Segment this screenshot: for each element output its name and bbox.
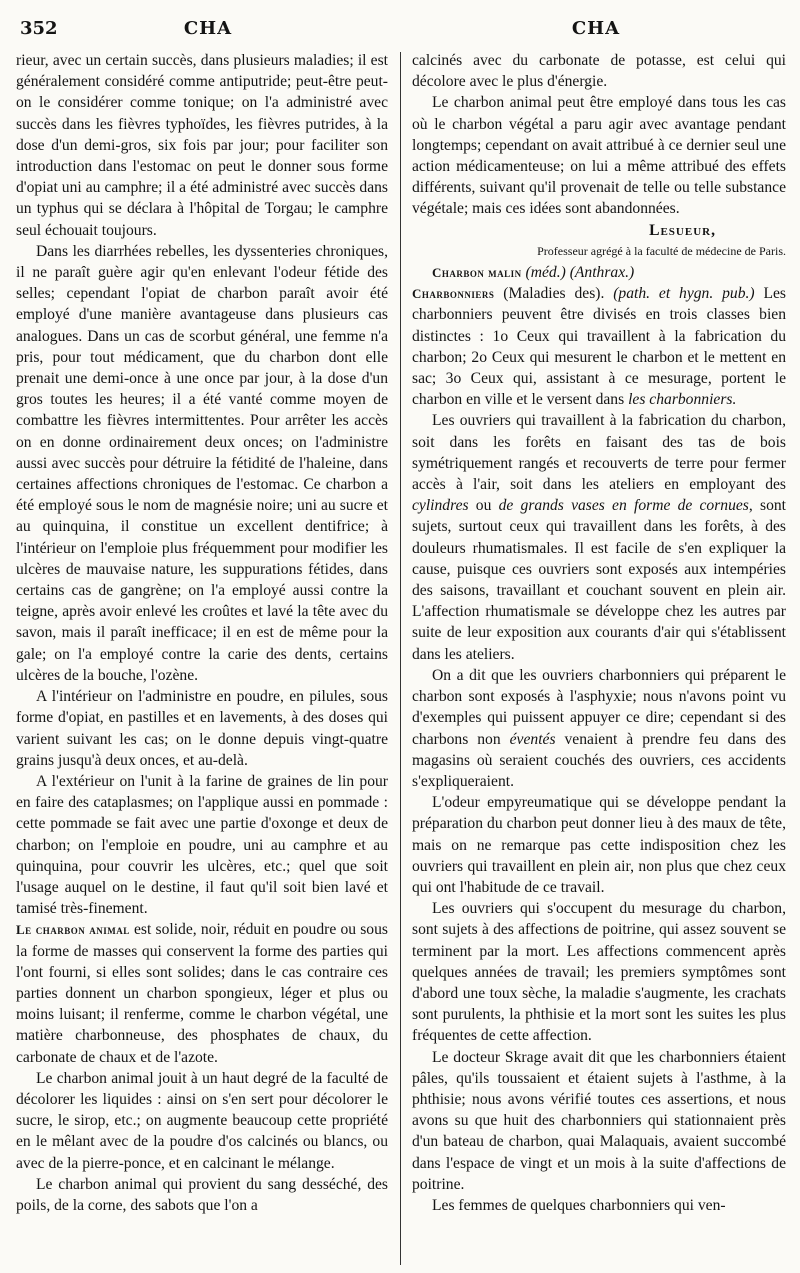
paragraph: Le docteur Skrage avait dit que les charbonniers étaient pâles, qu'ils toussaient et étaient sujets à l'asthme, à la phthisie; nous avons vérifié toutes ces assertions, et nous avons su que huit des charbonniers qui stationnaient près d'un bateau de charbon, quai Malaquais, avaient succombé dans l'espace de vingt et un mois à la suite d'affections de poitrine.	[412, 1048, 786, 1193]
paragraph: Le charbon animal qui provient du sang desséché, des poils, de la corne, des sabots que l'on a	[16, 1175, 388, 1214]
paragraph-text: venaient à prendre feu dans des magasins où seraient couchés des ouvriers, ces accidents s'expliqueraient.	[412, 730, 786, 790]
paragraph: A l'intérieur on l'administre en poudre, en pilules, sous forme d'opiat, en pastilles et en lavements, à des doses qui varient suivant les cas; on le donne depuis vingt-quatre grains jusqu'à deux onces, et au-delà.	[16, 688, 388, 769]
paragraph-text: est solide, noir, réduit en poudre ou sous la forme de masses qui conservent la forme des parties qui l'ont fourni, si elles sont solides; dans le cas contraire ces parties donnent un charbon spongieux, léger et plus ou moins luisant; il renferme, comme le charbon végétal, une matière charbonneuse, des phosphates de chaux, du carbonate de chaux et de l'azote.	[16, 921, 388, 1066]
paragraph	[16, 919, 388, 1067]
paragraph-text: Les charbonniers peuvent être divisés en trois classes bien distinctes : 1o Ceux qui travaillent à la fabrication du charbon; 2o Ceux qui mesurent le charbon et le mettent en sac; 3o Ceux qui, assistant à ce mesurage, portent le charbon en ville et le versent dans	[412, 285, 786, 409]
paragraph: Les femmes de quelques charbonniers qui ven-	[432, 1196, 726, 1214]
dictionary-entry	[412, 283, 786, 410]
author-title: Professeur agrégé à la faculté de médecine de Paris.	[537, 243, 786, 258]
paragraph-text: On a dit que les ouvriers charbonniers qui préparent le charbon sont exposés à l'asphyxie; nous n'avons point vu d'exemples qui puissent appuyer ce dire; cependant si des charbons non	[412, 666, 786, 748]
paragraph: calcinés avec du carbonate de potasse, est celui qui décolore avec le plus d'énergie.	[412, 52, 786, 91]
entry-term: Charbon malin	[432, 265, 522, 281]
paragraph-text: , sont sujets, surtout ceux qui travaillent dans les forêts, à des douleurs rhumatismales. Il est facile de s'en expliquer la cause, puisque ces ouvriers sont exposés aux intempéries des saisons, travaillant et couchant souvent en plein air. L'affection rhumatismale se développe chez les autres par suite de leur exposition aux courants d'air qui s'établissent dans les ateliers.	[412, 497, 786, 663]
entry-subtitle: (Maladies des).	[494, 285, 614, 303]
paragraph-text: Les ouvriers qui travaillent à la fabrication du charbon, soit dans les forêts en faisant des tas de bois symétriquement rangés et recouverts de terre pour fermer accès à l'air, soit dans les ateliers en employant des	[412, 412, 786, 494]
paragraph: Le charbon animal peut être employé dans tous les cas où le charbon végétal a paru agir avec avantage pendant longtemps; cependant on avait attribué à ce dernier seul une action médicamenteuse; on lui a même attribué des effets différents, suivant qu'il provenait de telle ou telle substance végétale; mais ces idées sont abandonnées.	[412, 94, 786, 218]
paragraph: A l'extérieur on l'unit à la farine de graines de lin pour en faire des cataplasmes; on l'applique aussi en pommade : cette pommade se fait avec une partie d'oxonge et deux de charbon; on l'emploie en poudre, uni au camphre et au quinquina, pour couvrir les ulcères, etc.; quel que soit l'usage auquel on le destine, il faut qu'il soit bien lavé et tamisé très-finement.	[16, 772, 388, 918]
left-column	[16, 50, 388, 1265]
paragraph	[412, 410, 786, 664]
paragraph: L'odeur empyreumatique qui se développe pendant la préparation du charbon peut donner lieu à des maux de tête, mais on ne remarque pas cette indisposition chez les ouvriers qui travaillent en plein air, non plus que chez ceux qui ont l'habitude de ce travail.	[412, 794, 786, 896]
running-head-left: CHA	[183, 18, 233, 39]
author-signature: Lesueur,	[649, 221, 716, 239]
paragraph: rieur, avec un certain succès, dans plusieurs maladies; il est généralement considéré comme antiputride; peut-être peut-on le considérer comme tonique; on l'a administré avec succès dans les fièvres typhoïdes, les fièvres putrides, à la dose d'un demi-gros, six fois par jour; pour faciliter son introduction dans l'estomac on peut le donner sous forme d'opiat uni au camphre; il a été administré avec succès dans un typhus qui se déclara à l'hôpital de Torgau; le camphre seul échouait toujours.	[16, 52, 388, 239]
paragraph: Le charbon animal jouit à un haut degré de la faculté de décolorer les liquides : ainsi on s'en sert pour décolorer le sucre, le sirop, etc.; on augmente beaucoup cette propriété en le mêlant avec de la poudre d'os calcinés ou blancs, ou avec de la pierre-ponce, et en calcinant le mélange.	[16, 1069, 388, 1172]
entry-rubric: (méd.) (Anthrax.)	[525, 264, 635, 282]
page-number: 352	[20, 18, 58, 39]
italic-text: les charbonniers.	[628, 391, 737, 409]
paragraph	[412, 665, 786, 792]
italic-text: éventés	[509, 730, 556, 748]
right-column	[412, 50, 786, 1265]
italic-text: de grands vases en forme de cornues	[498, 497, 749, 515]
entry-rubric: (path. et hygn. pub.)	[613, 285, 755, 303]
paragraph-text: ou	[468, 497, 499, 515]
entry-term: Le charbon animal	[16, 922, 130, 938]
dictionary-entry	[412, 262, 786, 283]
paragraph: Dans les diarrhées rebelles, les dyssenteries chroniques, il ne paraît guère agir qu'en enlevant l'odeur fétide des selles; cependant l'opiat de charbon paraît avoir été employé d'une manière avantageuse dans plusieurs cas analogues. Dans un cas de scorbut général, une femme n'a pris, pour tout médicament, que du charbon dont elle prenait une demi-once à une once par jour, à la dose d'un gros toutes les heures; il a été vanté comme moyen de combattre les fièvres intermittentes. Pour arrêter les accès on en donne ordinairement deux onces; on l'administre aussi avec succès pour détruire la fétidité de l'haleine, dans certaines affections chroniques de l'estomac. Ce charbon a été employé sous le nom de magnésie noire; uni au sucre et au quinquina, il constitue un excellent dentifrice; à l'intérieur on l'emploie plus fréquemment pour modifier les ulcères de mauvaise nature, les suppurations fétides, dans certains cas de gangrène; on l'a employé aussi contre la teigne, après avoir enlevé les croûtes et lavé la tête avec du savon, mais il paraît inefficace; il en est de même pour la gale; on l'a employé contre la carie des dents, certains ulcères de la bouche, l'ozène.	[16, 242, 388, 684]
page-header	[0, 6, 800, 44]
paragraph: Les ouvriers qui s'occupent du mesurage du charbon, sont sujets à des affections de poitrine, qui assez souvent se terminent par la mort. Les affections commencent après quelques années de travail; les premiers symptômes sont d'abord une toux sèche, la maladie s'augmente, les crachats sont purulents, la phthisie et la mort sont les suites les plus fréquentes de cette affection.	[412, 900, 786, 1045]
column-divider	[400, 52, 401, 1265]
running-head-right: CHA	[571, 18, 621, 39]
italic-text: cylindres	[412, 497, 469, 515]
entry-term: Charbonniers	[412, 286, 495, 302]
